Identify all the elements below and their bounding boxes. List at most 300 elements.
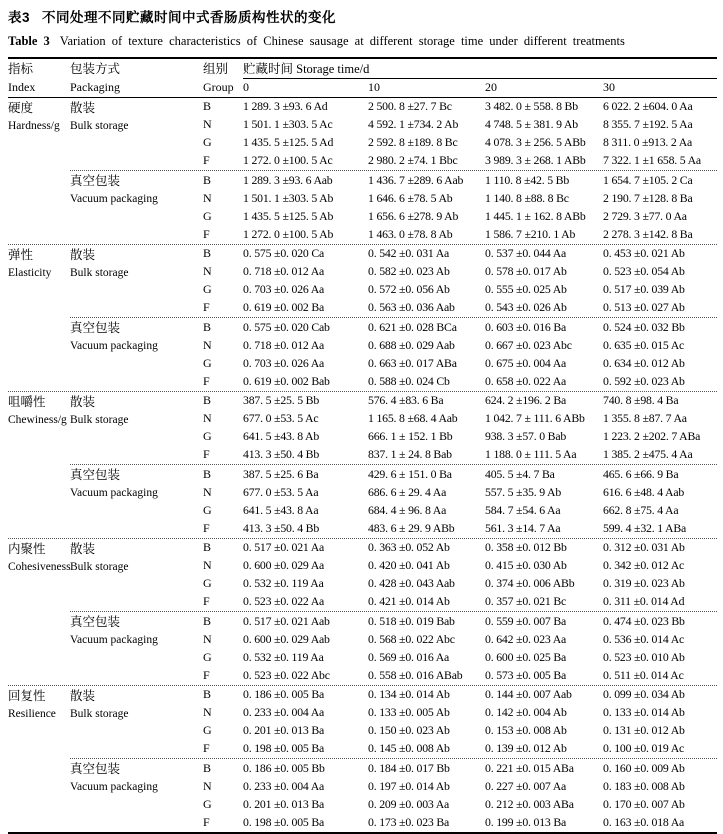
packaging-block bbox=[70, 758, 717, 832]
packaging-label-zh: 散装 bbox=[70, 100, 96, 115]
value-cell: 0. 233 ±0. 004 Aa bbox=[243, 778, 325, 793]
group-cell: B bbox=[203, 760, 212, 775]
value-cell: 0. 513 ±0. 027 Ab bbox=[603, 300, 685, 315]
value-cell: 0. 197 ±0. 014 Ab bbox=[368, 778, 450, 793]
value-cell: 0. 363 ±0. 052 Ab bbox=[368, 540, 450, 555]
group-cell: G bbox=[203, 796, 212, 811]
packaging-block bbox=[70, 464, 717, 538]
value-cell: 429. 6 ± 151. 0 Ba bbox=[368, 466, 452, 481]
value-cell: 0. 536 ±0. 014 Ac bbox=[603, 631, 685, 646]
section-rows bbox=[70, 98, 717, 244]
value-cell: 0. 588 ±0. 024 Cb bbox=[368, 373, 450, 388]
index-section bbox=[8, 244, 717, 391]
value-cell: 0. 619 ±0. 002 Bab bbox=[243, 373, 330, 388]
table-row bbox=[203, 336, 717, 354]
value-cell: 1 289. 3 ±93. 6 Ad bbox=[243, 99, 328, 114]
value-cell: 6 022. 2 ±604. 0 Aa bbox=[603, 99, 693, 114]
packaging-label-cell bbox=[70, 612, 203, 685]
group-cell: N bbox=[203, 337, 212, 352]
value-cell: 0. 374 ±0. 006 ABb bbox=[485, 576, 575, 591]
packaging-label-cell bbox=[70, 98, 203, 171]
value-cell: 2 190. 7 ±128. 8 Ba bbox=[603, 190, 693, 205]
value-cell: 0. 319 ±0. 023 Ab bbox=[603, 576, 685, 591]
table-row bbox=[203, 686, 717, 704]
value-cell: 0. 421 ±0. 014 Ab bbox=[368, 594, 450, 609]
packaging-label-en: Vacuum packaging bbox=[70, 634, 158, 646]
table-row bbox=[203, 245, 717, 263]
packaging-label-cell bbox=[70, 465, 203, 538]
value-cell: 641. 5 ±43. 8 Aa bbox=[243, 502, 319, 517]
index-label-cell bbox=[8, 392, 70, 538]
group-cell: G bbox=[203, 429, 212, 444]
table-row bbox=[203, 392, 717, 410]
table-number-en: Table 3 bbox=[8, 34, 50, 48]
value-cell: 3 989. 3 ± 268. 1 ABb bbox=[485, 153, 586, 168]
packaging-block bbox=[70, 98, 717, 171]
index-label-zh: 硬度 bbox=[8, 100, 34, 115]
table-row bbox=[203, 501, 717, 519]
value-cell: 465. 6 ±66. 9 Ba bbox=[603, 466, 679, 481]
index-label-en: Cohesiveness bbox=[8, 560, 71, 573]
value-cell: 0. 663 ±0. 017 ABa bbox=[368, 355, 457, 370]
group-cell: B bbox=[203, 172, 212, 187]
value-cell: 0. 173 ±0. 023 Ba bbox=[368, 814, 450, 829]
value-cell: 0. 658 ±0. 022 Aa bbox=[485, 373, 567, 388]
value-cell: 0. 160 ±0. 009 Ab bbox=[603, 760, 685, 775]
group-cell: F bbox=[203, 814, 210, 829]
value-cell: 1 435. 5 ±125. 5 Ad bbox=[243, 135, 334, 150]
packaging-label-en: Vacuum packaging bbox=[70, 193, 158, 205]
value-cell: 1 501. 1 ±303. 5 Ac bbox=[243, 117, 333, 132]
group-cell: G bbox=[203, 135, 212, 150]
value-cell: 0. 532 ±0. 119 Aa bbox=[243, 649, 324, 664]
value-cell: 0. 543 ±0. 026 Ab bbox=[485, 300, 567, 315]
value-cell: 0. 524 ±0. 032 Bb bbox=[603, 319, 685, 334]
value-cell: 1 436. 7 ±289. 6 Aab bbox=[368, 172, 464, 187]
packaging-label-zh: 散装 bbox=[70, 394, 96, 409]
block-rows bbox=[203, 245, 717, 318]
value-cell: 0. 511 ±0. 014 Ac bbox=[603, 667, 684, 682]
value-cell: 641. 5 ±43. 8 Ab bbox=[243, 429, 320, 444]
group-cell: F bbox=[203, 594, 210, 609]
value-cell: 0. 573 ±0. 005 Ba bbox=[485, 667, 567, 682]
group-cell: G bbox=[203, 649, 212, 664]
table-row bbox=[203, 98, 717, 116]
table-header bbox=[8, 59, 717, 98]
value-cell: 0. 703 ±0. 026 Aa bbox=[243, 282, 325, 297]
group-cell: N bbox=[203, 264, 212, 279]
packaging-label-en: Bulk storage bbox=[70, 707, 129, 720]
table-row bbox=[203, 410, 717, 428]
packaging-label-cell bbox=[70, 392, 203, 465]
value-cell: 1 042. 7 ± 111. 6 ABb bbox=[485, 411, 585, 426]
value-cell: 0. 569 ±0. 016 Aa bbox=[368, 649, 450, 664]
group-cell: B bbox=[203, 613, 212, 628]
value-cell: 0. 518 ±0. 019 Bab bbox=[368, 613, 455, 628]
table-row bbox=[203, 281, 717, 299]
value-cell: 1 165. 8 ±68. 4 Aab bbox=[368, 411, 458, 426]
value-cell: 0. 575 ±0. 020 Ca bbox=[243, 246, 325, 261]
value-cell: 0. 131 ±0. 012 Ab bbox=[603, 723, 685, 738]
packaging-label-zh: 散装 bbox=[70, 688, 96, 703]
value-cell: 0. 209 ±0. 003 Aa bbox=[368, 796, 450, 811]
packaging-label-zh: 真空包装 bbox=[70, 174, 121, 188]
value-cell: 0. 563 ±0. 036 Aab bbox=[368, 300, 455, 315]
value-cell: 0. 133 ±0. 014 Ab bbox=[603, 705, 685, 720]
table-body bbox=[8, 98, 717, 832]
table-row bbox=[203, 557, 717, 575]
index-label-en: Resilience bbox=[8, 707, 56, 720]
col-header-packaging-zh: 包装方式 bbox=[70, 62, 121, 76]
group-cell: B bbox=[203, 466, 212, 481]
value-cell: 0. 453 ±0. 021 Ab bbox=[603, 246, 685, 261]
value-cell: 0. 186 ±0. 005 Bb bbox=[243, 760, 325, 775]
table-row bbox=[203, 630, 717, 648]
value-cell: 1 140. 8 ±88. 8 Bc bbox=[485, 190, 569, 205]
index-label-cell bbox=[8, 539, 70, 685]
section-rows bbox=[70, 392, 717, 538]
table-row bbox=[203, 446, 717, 464]
value-cell: 1 223. 2 ±202. 7 ABa bbox=[603, 429, 701, 444]
index-section bbox=[8, 538, 717, 685]
value-cell: 2 278. 3 ±142. 8 Ba bbox=[603, 226, 693, 241]
col-header-storage-time: 贮藏时间 Storage time/d bbox=[243, 61, 717, 79]
value-cell: 666. 1 ± 152. 1 Bb bbox=[368, 429, 453, 444]
packaging-block bbox=[70, 392, 717, 465]
packaging-label-en: Bulk storage bbox=[70, 413, 129, 426]
value-cell: 0. 592 ±0. 023 Ab bbox=[603, 373, 685, 388]
value-cell: 599. 4 ±32. 1 ABa bbox=[603, 520, 687, 535]
group-cell: F bbox=[203, 741, 210, 756]
table-row bbox=[203, 648, 717, 666]
block-rows bbox=[203, 171, 717, 244]
block-rows bbox=[203, 759, 717, 832]
group-cell: N bbox=[203, 705, 212, 720]
value-cell: 576. 4 ±83. 6 Ba bbox=[368, 393, 444, 408]
group-cell: F bbox=[203, 153, 210, 168]
value-cell: 0. 198 ±0. 005 Ba bbox=[243, 814, 325, 829]
value-cell: 1 586. 7 ±210. 1 Ab bbox=[485, 226, 576, 241]
value-cell: 0. 311 ±0. 014 Ad bbox=[603, 594, 685, 609]
value-cell: 0. 559 ±0. 007 Ba bbox=[485, 613, 567, 628]
col-header-packaging-en: Packaging bbox=[70, 80, 120, 94]
col-header-time-20: 20 bbox=[485, 80, 497, 94]
value-cell: 584. 7 ±54. 6 Aa bbox=[485, 502, 561, 517]
packaging-label-cell bbox=[70, 318, 203, 391]
value-cell: 0. 558 ±0. 016 ABab bbox=[368, 667, 463, 682]
index-label-en: Hardness/g bbox=[8, 119, 60, 132]
value-cell: 0. 634 ±0. 012 Ab bbox=[603, 355, 685, 370]
index-section bbox=[8, 391, 717, 538]
value-cell: 0. 474 ±0. 023 Bb bbox=[603, 613, 685, 628]
value-cell: 2 500. 8 ±27. 7 Bc bbox=[368, 99, 452, 114]
packaging-label-cell bbox=[70, 686, 203, 759]
table-title-zh-text: 不同处理不同贮藏时间中式香肠质构性状的变化 bbox=[42, 10, 337, 25]
packaging-label-en: Vacuum packaging bbox=[70, 340, 158, 352]
packaging-label-en: Bulk storage bbox=[70, 560, 129, 573]
value-cell: 0. 358 ±0. 012 Bb bbox=[485, 540, 567, 555]
group-cell: G bbox=[203, 282, 212, 297]
section-rows bbox=[70, 686, 717, 832]
table-row bbox=[203, 740, 717, 758]
value-cell: 2 729. 3 ±77. 0 Aa bbox=[603, 208, 687, 223]
table-row bbox=[203, 189, 717, 207]
group-cell: B bbox=[203, 99, 212, 114]
value-cell: 0. 600 ±0. 025 Ba bbox=[485, 649, 567, 664]
value-cell: 0. 342 ±0. 012 Ac bbox=[603, 558, 685, 573]
value-cell: 8 355. 7 ±192. 5 Aa bbox=[603, 117, 693, 132]
table-row bbox=[203, 152, 717, 170]
value-cell: 0. 517 ±0. 021 Aab bbox=[243, 613, 330, 628]
index-label-en: Elasticity bbox=[8, 266, 52, 279]
group-cell: F bbox=[203, 373, 210, 388]
value-cell: 0. 212 ±0. 003 ABa bbox=[485, 796, 574, 811]
packaging-label-zh: 真空包装 bbox=[70, 762, 121, 776]
group-cell: B bbox=[203, 687, 212, 702]
table-row bbox=[203, 428, 717, 446]
value-cell: 1 463. 0 ±78. 8 Ab bbox=[368, 226, 453, 241]
value-cell: 0. 100 ±0. 019 Ac bbox=[603, 741, 685, 756]
value-cell: 0. 163 ±0. 018 Aa bbox=[603, 814, 685, 829]
value-cell: 0. 542 ±0. 031 Aa bbox=[368, 246, 450, 261]
value-cell: 557. 5 ±35. 9 Ab bbox=[485, 484, 562, 499]
packaging-label-en: Bulk storage bbox=[70, 266, 129, 279]
value-cell: 405. 5 ±4. 7 Ba bbox=[485, 466, 555, 481]
value-cell: 0. 221 ±0. 015 ABa bbox=[485, 760, 574, 775]
packaging-label-cell bbox=[70, 245, 203, 318]
table-row bbox=[203, 354, 717, 372]
table-row bbox=[203, 134, 717, 152]
table-row bbox=[203, 704, 717, 722]
value-cell: 0. 199 ±0. 013 Ba bbox=[485, 814, 567, 829]
value-cell: 1 656. 6 ±278. 9 Ab bbox=[368, 208, 459, 223]
value-cell: 413. 3 ±50. 4 Bb bbox=[243, 447, 320, 462]
packaging-label-en: Vacuum packaging bbox=[70, 781, 158, 793]
group-cell: N bbox=[203, 117, 212, 132]
table-row bbox=[203, 116, 717, 134]
block-rows bbox=[203, 612, 717, 685]
value-cell: 0. 201 ±0. 013 Ba bbox=[243, 796, 325, 811]
group-cell: N bbox=[203, 631, 212, 646]
value-cell: 0. 523 ±0. 010 Ab bbox=[603, 649, 685, 664]
value-cell: 0. 523 ±0. 022 Aa bbox=[243, 594, 325, 609]
value-cell: 1 188. 0 ± 111. 5 Aa bbox=[485, 447, 577, 462]
block-rows bbox=[203, 465, 717, 538]
packaging-label-en: Bulk storage bbox=[70, 119, 129, 132]
value-cell: 624. 2 ±196. 2 Ba bbox=[485, 393, 567, 408]
group-cell: G bbox=[203, 502, 212, 517]
value-cell: 1 272. 0 ±100. 5 Ac bbox=[243, 153, 333, 168]
value-cell: 0. 415 ±0. 030 Ab bbox=[485, 558, 567, 573]
value-cell: 0. 532 ±0. 119 Aa bbox=[243, 576, 324, 591]
table-row bbox=[203, 539, 717, 557]
value-cell: 0. 523 ±0. 054 Ab bbox=[603, 264, 685, 279]
group-cell: B bbox=[203, 246, 212, 261]
value-cell: 0. 619 ±0. 002 Ba bbox=[243, 300, 325, 315]
table-row bbox=[203, 372, 717, 390]
table-title-zh bbox=[8, 9, 717, 26]
group-cell: F bbox=[203, 667, 210, 682]
table-title-en-text: Variation of texture characteristics of Chinese sausage at different storage time under different treatments bbox=[59, 34, 625, 48]
table-row bbox=[203, 759, 717, 777]
block-rows bbox=[203, 686, 717, 759]
value-cell: 2 980. 2 ±74. 1 Bbc bbox=[368, 153, 458, 168]
packaging-block bbox=[70, 245, 717, 318]
value-cell: 1 646. 6 ±78. 5 Ab bbox=[368, 190, 453, 205]
value-cell: 0. 145 ±0. 008 Ab bbox=[368, 741, 450, 756]
col-header-time-0: 0 bbox=[243, 80, 249, 94]
value-cell: 0. 603 ±0. 016 Ba bbox=[485, 319, 567, 334]
packaging-label-zh: 真空包装 bbox=[70, 321, 121, 335]
index-section bbox=[8, 98, 717, 244]
value-cell: 7 322. 1 ±1 658. 5 Aa bbox=[603, 153, 701, 168]
value-cell: 0. 357 ±0. 021 Bc bbox=[485, 594, 567, 609]
group-cell: B bbox=[203, 540, 212, 555]
table-row bbox=[203, 465, 717, 483]
packaging-label-en: Vacuum packaging bbox=[70, 487, 158, 499]
group-cell: N bbox=[203, 411, 212, 426]
group-cell: F bbox=[203, 447, 210, 462]
value-cell: 0. 099 ±0. 034 Ab bbox=[603, 687, 685, 702]
value-cell: 413. 3 ±50. 4 Bb bbox=[243, 520, 320, 535]
value-cell: 0. 420 ±0. 041 Ab bbox=[368, 558, 450, 573]
index-label-zh: 弹性 bbox=[8, 247, 34, 262]
value-cell: 0. 572 ±0. 056 Ab bbox=[368, 282, 450, 297]
table-row bbox=[203, 575, 717, 593]
value-cell: 1 110. 8 ±42. 5 Bb bbox=[485, 172, 570, 187]
table-title-en bbox=[8, 34, 717, 49]
value-cell: 0. 133 ±0. 005 Ab bbox=[368, 705, 450, 720]
value-cell: 0. 688 ±0. 029 Aab bbox=[368, 337, 455, 352]
value-cell: 0. 428 ±0. 043 Aab bbox=[368, 576, 455, 591]
table-row bbox=[203, 795, 717, 813]
value-cell: 0. 578 ±0. 017 Ab bbox=[485, 264, 567, 279]
packaging-label-zh: 散装 bbox=[70, 541, 96, 556]
table-row bbox=[203, 225, 717, 243]
group-cell: G bbox=[203, 355, 212, 370]
value-cell: 0. 170 ±0. 007 Ab bbox=[603, 796, 685, 811]
table-row bbox=[203, 171, 717, 189]
block-rows bbox=[203, 98, 717, 171]
value-cell: 1 385. 2 ±475. 4 Aa bbox=[603, 447, 693, 462]
col-header-index-zh: 指标 bbox=[8, 62, 34, 76]
table-row bbox=[203, 666, 717, 684]
group-cell: F bbox=[203, 226, 210, 241]
packaging-label-cell bbox=[70, 759, 203, 832]
value-cell: 1 355. 8 ±87. 7 Aa bbox=[603, 411, 687, 426]
value-cell: 0. 582 ±0. 023 Ab bbox=[368, 264, 450, 279]
value-cell: 0. 718 ±0. 012 Aa bbox=[243, 337, 325, 352]
value-cell: 0. 555 ±0. 025 Ab bbox=[485, 282, 567, 297]
table-row bbox=[203, 722, 717, 740]
value-cell: 740. 8 ±98. 4 Ba bbox=[603, 393, 679, 408]
value-cell: 1 501. 1 ±303. 5 Ab bbox=[243, 190, 334, 205]
group-cell: G bbox=[203, 208, 212, 223]
table-row bbox=[203, 777, 717, 795]
value-cell: 8 311. 0 ±913. 2 Aa bbox=[603, 135, 693, 150]
value-cell: 0. 142 ±0. 004 Ab bbox=[485, 705, 567, 720]
packaging-block bbox=[70, 317, 717, 391]
value-cell: 4 078. 3 ± 256. 5 ABb bbox=[485, 135, 586, 150]
table-row bbox=[203, 813, 717, 831]
value-cell: 0. 600 ±0. 029 Aab bbox=[243, 631, 330, 646]
value-cell: 0. 718 ±0. 012 Aa bbox=[243, 264, 325, 279]
col-header-group-zh: 组别 bbox=[203, 62, 229, 76]
value-cell: 684. 4 ± 96. 8 Aa bbox=[368, 502, 447, 517]
index-label-cell bbox=[8, 686, 70, 832]
packaging-label-cell bbox=[70, 539, 203, 612]
value-cell: 0. 233 ±0. 004 Aa bbox=[243, 705, 325, 720]
index-label-zh: 内聚性 bbox=[8, 541, 46, 556]
packaging-label-zh: 真空包装 bbox=[70, 615, 121, 629]
packaging-label-zh: 散装 bbox=[70, 247, 96, 262]
index-label-zh: 咀嚼性 bbox=[8, 394, 46, 409]
value-cell: 4 592. 1 ±734. 2 Ab bbox=[368, 117, 459, 132]
value-cell: 662. 8 ±75. 4 Aa bbox=[603, 502, 679, 517]
value-cell: 0. 134 ±0. 014 Ab bbox=[368, 687, 450, 702]
col-header-group-en: Group bbox=[203, 80, 234, 94]
col-header-index-en: Index bbox=[8, 80, 36, 94]
header-row-1 bbox=[8, 61, 717, 79]
value-cell: 0. 144 ±0. 007 Aab bbox=[485, 687, 572, 702]
table-row bbox=[203, 483, 717, 501]
index-label-zh: 回复性 bbox=[8, 688, 46, 703]
index-label-en: Chewiness/g bbox=[8, 413, 67, 426]
value-cell: 0. 201 ±0. 013 Ba bbox=[243, 723, 325, 738]
group-cell: F bbox=[203, 300, 210, 315]
packaging-label-cell bbox=[70, 171, 203, 244]
value-cell: 561. 3 ±14. 7 Aa bbox=[485, 520, 561, 535]
value-cell: 0. 153 ±0. 008 Ab bbox=[485, 723, 567, 738]
packaging-block bbox=[70, 539, 717, 612]
value-cell: 0. 517 ±0. 021 Aa bbox=[243, 540, 325, 555]
value-cell: 387. 5 ±25. 5 Bb bbox=[243, 393, 320, 408]
group-cell: G bbox=[203, 723, 212, 738]
value-cell: 2 592. 8 ±189. 8 Bc bbox=[368, 135, 458, 150]
value-cell: 616. 6 ±48. 4 Aab bbox=[603, 484, 685, 499]
group-cell: F bbox=[203, 520, 210, 535]
section-rows bbox=[70, 245, 717, 391]
table-row bbox=[203, 593, 717, 611]
value-cell: 0. 635 ±0. 015 Ac bbox=[603, 337, 685, 352]
value-cell: 1 289. 3 ±93. 6 Aab bbox=[243, 172, 333, 187]
value-cell: 0. 537 ±0. 044 Aa bbox=[485, 246, 567, 261]
value-cell: 0. 139 ±0. 012 Ab bbox=[485, 741, 567, 756]
value-cell: 0. 183 ±0. 008 Ab bbox=[603, 778, 685, 793]
group-cell: B bbox=[203, 319, 212, 334]
value-cell: 0. 642 ±0. 023 Aa bbox=[485, 631, 567, 646]
value-cell: 0. 150 ±0. 023 Ab bbox=[368, 723, 450, 738]
value-cell: 0. 198 ±0. 005 Ba bbox=[243, 741, 325, 756]
value-cell: 1 654. 7 ±105. 2 Ca bbox=[603, 172, 693, 187]
section-rows bbox=[70, 539, 717, 685]
value-cell: 938. 3 ±57. 0 Bab bbox=[485, 429, 567, 444]
table-row bbox=[203, 519, 717, 537]
value-cell: 0. 600 ±0. 029 Aa bbox=[243, 558, 325, 573]
value-cell: 0. 184 ±0. 017 Bb bbox=[368, 760, 450, 775]
block-rows bbox=[203, 539, 717, 612]
header-row-2 bbox=[8, 79, 717, 97]
value-cell: 0. 621 ±0. 028 BCa bbox=[368, 319, 457, 334]
table-row bbox=[203, 207, 717, 225]
packaging-block bbox=[70, 686, 717, 759]
table-row bbox=[203, 612, 717, 630]
group-cell: G bbox=[203, 576, 212, 591]
index-label-cell bbox=[8, 98, 70, 244]
value-cell: 4 748. 5 ± 381. 9 Ab bbox=[485, 117, 578, 132]
value-cell: 0. 667 ±0. 023 Abc bbox=[485, 337, 572, 352]
packaging-block bbox=[70, 611, 717, 685]
